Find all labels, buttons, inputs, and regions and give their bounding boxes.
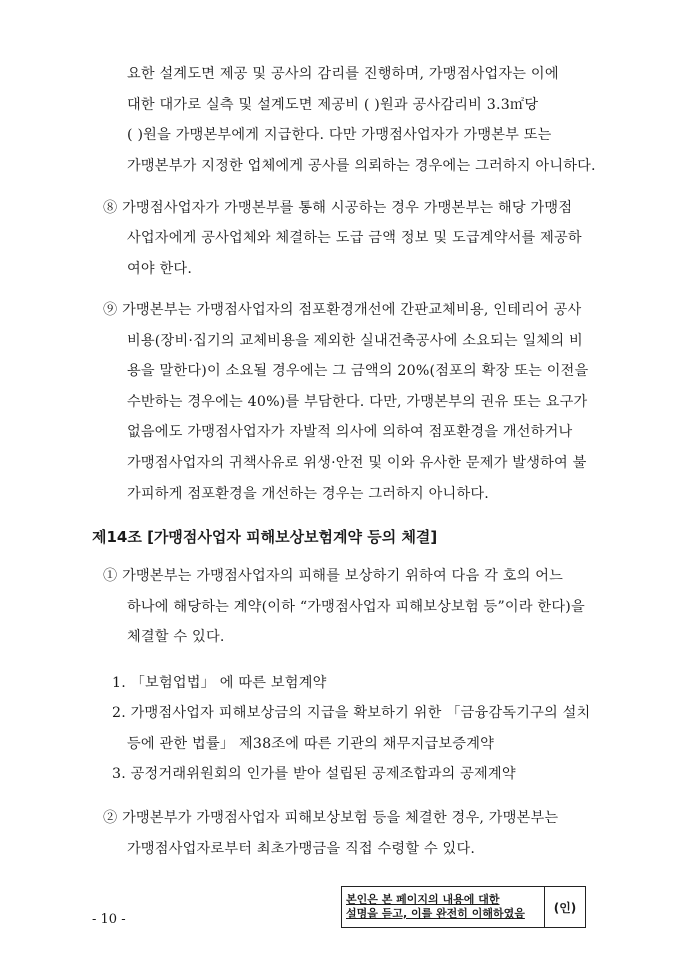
- art13-para7-line3: ( )원을 가맹본부에게 지급한다. 다만 가맹점사업자가 가맹본부 또는: [127, 127, 552, 143]
- art13-para9-line6: 가맹점사업자의 귀책사유로 위생·안전 및 이와 유사한 문제가 발생하여 불: [127, 455, 587, 471]
- signature-seal-field[interactable]: (인): [553, 900, 577, 915]
- art13-para9-line3: 용을 말한다)이 소요될 경우에는 그 금액의 20%(점포의 확장 또는 이전을: [127, 363, 589, 379]
- article-14-title: 제14조 [가맹점사업자 피해보상보험계약 등의 체결]: [92, 528, 438, 546]
- page-number: - 10 -: [92, 912, 126, 927]
- art13-para9-line1: ⑨ 가맹본부는 가맹점사업자의 점포환경개선에 간판교체비용, 인테리어 공사: [103, 302, 582, 318]
- art14-para2-line1: ② 가맹본부가 가맹점사업자 피해보상보험 등을 체결한 경우, 가맹본부는: [103, 810, 559, 826]
- confirmation-box: [341, 886, 586, 928]
- art14-para1-line3: 체결할 수 있다.: [127, 629, 225, 645]
- art13-para8-line3: 여야 한다.: [127, 261, 193, 277]
- art13-para9-line4: 수반하는 경우에는 40%)를 부담한다. 다만, 가맹본부의 권유 또는 요구가: [127, 394, 588, 410]
- art13-para9-line2: 비용(장비·집기의 교체비용을 제외한 실내건축공사에 소요되는 일체의 비: [127, 333, 583, 349]
- art14-item1: 1. 「보험업법」 에 따른 보험계약: [112, 675, 327, 691]
- confirmation-line1: 본인은 본 페이지의 내용에 대한: [346, 893, 500, 906]
- art14-para1-line2: 하나에 해당하는 계약(이하 “가맹점사업자 피해보상보험 등”이라 한다)을: [127, 599, 585, 615]
- art14-para2-line2: 가맹점사업자로부터 최초가맹금을 직접 수령할 수 있다.: [127, 841, 476, 857]
- art14-item3: 3. 공정거래위원회의 인가를 받아 설립된 공제조합과의 공제계약: [112, 766, 516, 782]
- art13-para7-line2: 대한 대가로 실측 및 설계도면 제공비 ( )원과 공사감리비 3.3㎡당: [127, 97, 539, 113]
- art13-para9-line5: 없음에도 가맹점사업자가 자발적 의사에 의하여 점포환경을 개선하거나: [127, 424, 573, 440]
- confirmation-line2: 설명을 듣고, 이를 완전히 이해하였음: [346, 907, 525, 920]
- art14-item2-line2: 등에 관한 법률」 제38조에 따른 기관의 채무지급보증계약: [127, 736, 495, 752]
- art13-para8-line1: ⑧ 가맹점사업자가 가맹본부를 통해 시공하는 경우 가맹본부는 해당 가맹점: [103, 200, 573, 216]
- art14-item2-line1: 2. 가맹점사업자 피해보상금의 지급을 확보하기 위한 「금융감독기구의 설치: [112, 705, 591, 721]
- art13-para8-line2: 사업자에게 공사업체와 체결하는 도급 금액 정보 및 도급계약서를 제공하: [127, 230, 582, 246]
- art14-para1-line1: ① 가맹본부는 가맹점사업자의 피해를 보상하기 위하여 다음 각 호의 어느: [103, 568, 564, 584]
- confirmation-statement: [342, 887, 545, 927]
- art13-para7-line1: 요한 설계도면 제공 및 공사의 감리를 진행하며, 가맹점사업자는 이에: [127, 66, 559, 82]
- art13-para7-line4: 가맹본부가 지정한 업체에게 공사를 의뢰하는 경우에는 그러하지 아니하다.: [127, 158, 596, 174]
- art13-para9-line7: 가피하게 점포환경을 개선하는 경우는 그러하지 아니하다.: [127, 486, 489, 502]
